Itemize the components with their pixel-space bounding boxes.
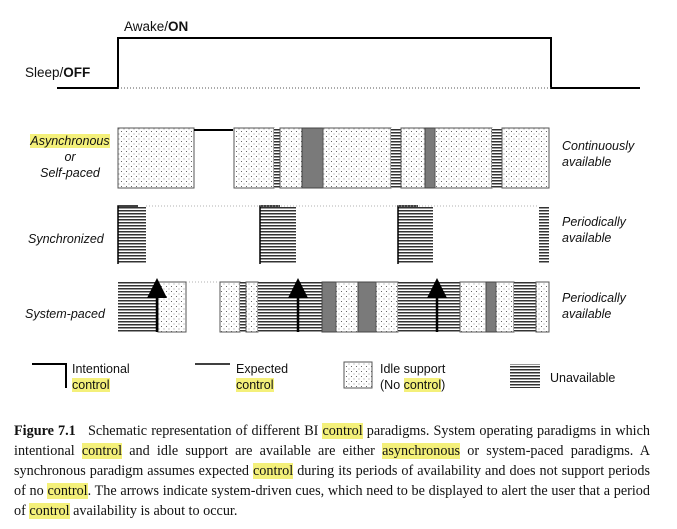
legend-unavailable-label: Unavailable <box>550 371 616 385</box>
legend-line2-post: ) <box>441 378 446 392</box>
availability-line1: Continuously <box>562 139 635 153</box>
caption-highlight: control <box>253 463 294 479</box>
asynchronous-text: Asynchronous <box>30 134 110 148</box>
legend-intentional-symbol <box>32 364 66 388</box>
legend-line1: Intentional <box>72 362 130 376</box>
row-system-paced-availability <box>562 290 626 322</box>
availability-line2: available <box>562 155 612 169</box>
caption-text: . The arrows indicate system-driven cues, which need to be displayed to alert the user that a period of <box>14 483 650 519</box>
caption-highlight: control <box>47 483 88 499</box>
awake-on-label <box>124 19 188 35</box>
row-asynchronous-label <box>26 133 114 181</box>
on-text: ON <box>168 19 189 34</box>
row-system-paced-label: System-paced <box>25 307 105 321</box>
availability-line2: available <box>562 307 612 321</box>
figure-label: Figure 7.1 <box>14 423 76 439</box>
figure-caption <box>14 421 650 521</box>
legend-line1: Expected <box>236 362 289 376</box>
caption-text: Schematic representation of different BI <box>88 423 323 439</box>
availability-line1: Periodically <box>562 215 626 229</box>
row-synchronized-label: Synchronized <box>28 232 104 246</box>
or-text: or <box>64 150 76 164</box>
sleep-text: Sleep/ <box>25 65 64 80</box>
caption-highlight: control <box>81 443 123 459</box>
row-synchronized-blocks <box>118 206 549 264</box>
row-synchronized-availability <box>562 214 626 246</box>
legend-line2-pre: (No <box>380 378 404 392</box>
self-paced-text: Self-paced <box>40 166 100 180</box>
caption-highlight: asynchronous <box>382 443 461 459</box>
caption-highlight: control <box>29 503 70 519</box>
legend-line2: control <box>72 378 110 392</box>
legend-line2: control <box>236 378 274 392</box>
legend-expected-label <box>236 361 288 393</box>
legend-line2-highlight: control <box>403 378 442 392</box>
off-text: OFF <box>63 65 91 80</box>
caption-text: or system-paced paradigms. A synchronous paradigm assumes expected <box>14 443 650 479</box>
legend-idle-symbol <box>344 362 372 388</box>
availability-line2: available <box>562 231 612 245</box>
caption-text: paradigms. System operating paradigms in which intentional <box>14 423 650 459</box>
legend-unavailable-symbol <box>510 364 540 388</box>
awake-text: Awake/ <box>124 19 169 34</box>
caption-text: availability is about to occur. <box>69 503 238 519</box>
legend-intentional-label <box>72 361 130 393</box>
availability-line1: Periodically <box>562 291 626 305</box>
caption-text: and idle support are available are either <box>122 443 383 459</box>
row-system-paced-blocks <box>118 282 549 332</box>
sleep-off-label <box>25 65 90 81</box>
row-asynchronous-blocks <box>118 128 549 188</box>
caption-text: during its periods of availability and does not support periods of no <box>14 463 650 499</box>
legend-idle-label <box>380 361 445 393</box>
row-asynchronous-availability <box>562 138 634 170</box>
legend-line1: Idle support <box>380 362 446 376</box>
caption-highlight: control <box>322 423 363 439</box>
awake-sleep-timeline <box>57 38 640 88</box>
